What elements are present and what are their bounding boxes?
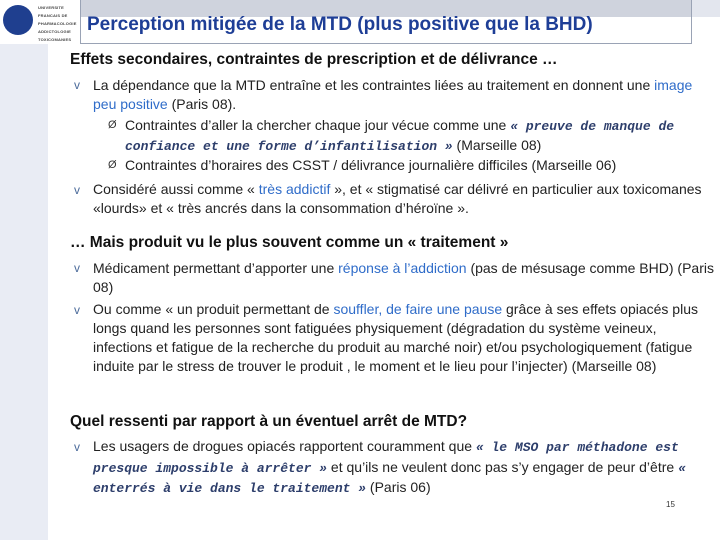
paragraph-dependence: La dépendance que la MTD entraîne et les contraintes liées au traitement en donnent une image peu positive (Paris 08). [93, 77, 693, 112]
logo-emblem-icon [3, 5, 33, 35]
sub-point-schedules: Contraintes d’horaires des CSST / délivrance journalière difficiles (Marseille 06) [125, 157, 617, 173]
section-heading-stopping: Quel ressenti par rapport à un éventuel arrêt de MTD? [70, 413, 468, 430]
paragraph-medication: Médicament permettant d’apporter une réponse à l’addiction (pas de mésusage comme BHD) (Paris 08) [93, 260, 714, 295]
paragraph-addictive: Considéré aussi comme « très addictif », et « stigmatisé car délivré en particulier aux toxicomanes «lourds» et « très ancrés dans la consommation d’héroïne ». [93, 181, 702, 216]
logo-text: UNIVERSITE FRANCAIS DE PHARMACOLOGIE ADDICTOLOGIE TOXICOMANIES [38, 5, 77, 42]
bullet-icon: v [74, 261, 80, 275]
title-bar [80, 0, 692, 44]
paragraph-pause: Ou comme « un produit permettant de souffler, de faire une pause grâce à ses effets opiacés plus longs quand les personnes sont fatiguées physiquement (dégradation du système veineux, infections et fatigue de la recherche du produit au marché noir) et/ou psychologiquement (fatigue induite par le stress de trouver le produit , le moment et le lieu pour l’injecter) (Marseille 08) [93, 301, 698, 374]
arrow-bullet-icon: Ø [108, 159, 117, 171]
bullet-icon: v [74, 303, 80, 317]
top-right-corner-band [692, 0, 720, 17]
section-heading-side-effects: Effets secondaires, contraintes de prescription et de délivrance … [70, 51, 558, 68]
left-sidebar-band [0, 0, 48, 540]
university-logo [0, 0, 80, 44]
section-heading-treatment: … Mais produit vu le plus souvent comme un « traitement » [70, 234, 509, 251]
bullet-icon: v [74, 78, 80, 92]
sub-point-daily-pickup: Contraintes d’aller la chercher chaque jour vécue comme une « preuve de manque de confiance et une forme d’infantilisation » (Marseille 08) [125, 117, 675, 154]
slide-title: Perception mitigée de la MTD (plus positive que la BHD) [87, 14, 593, 35]
bullet-icon: v [74, 440, 80, 454]
arrow-bullet-icon: Ø [108, 119, 117, 131]
paragraph-stopping-mtd: Les usagers de drogues opiacés rapportent couramment que « le MSO par méthadone est presque impossible à arrêter » et qu’ils ne veulent donc pas s’y engager de peur d’être « enterrés à vie dans le traitement » (Paris 06) [93, 438, 686, 496]
bullet-icon: v [74, 183, 80, 197]
page-number: 15 [666, 500, 675, 509]
